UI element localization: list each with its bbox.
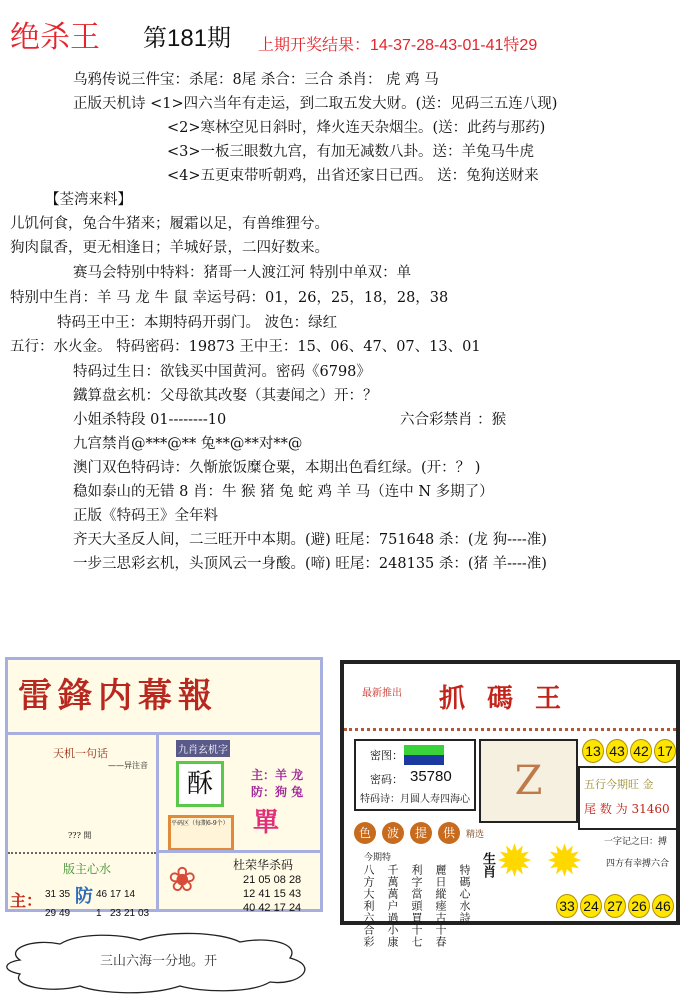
poem-footer: ??? 開 [68, 831, 92, 840]
last-result: 上期开奖结果：14-37-28-43-01-41特29 [258, 37, 538, 54]
small-box [168, 815, 234, 851]
guard-zodiac: 防：狗 兔 [251, 785, 304, 799]
zhu-nums: 31 35 29 49 [45, 889, 71, 919]
text-line: <2>寒林空见日斜时，烽火连天杂烟尘。(送：此药与那药) [167, 120, 546, 136]
star-burst-icon: ✹ [546, 836, 583, 887]
ball: 46 [652, 894, 674, 918]
ball: 42 [630, 739, 652, 763]
poem-label: 特码诗： [360, 794, 400, 805]
shengxiao-label: 生肖 [480, 852, 495, 878]
divider [156, 732, 159, 912]
text-line: 狗肉鼠香，更无相逢日；羊城好景，二四好数来。 [10, 240, 329, 256]
memo2: 四方有幸搏六合 [606, 859, 670, 869]
ball: 26 [628, 894, 650, 918]
mima-label: 密码： [370, 773, 403, 786]
poem-col: 八方大利六合彩 [362, 864, 375, 948]
poem-col: 麗日縱瘗古十春 [434, 864, 447, 948]
ball: 24 [580, 894, 602, 918]
text-line: 六合彩禁肖 ：猴 [400, 412, 507, 428]
wuxing-text: 五行今期旺 金 [584, 778, 654, 791]
kill-title: 杜荣华杀码 [233, 858, 294, 872]
bird-image-icon: Z [479, 739, 578, 823]
ball: 27 [604, 894, 626, 918]
text-line: 儿饥何食，兔合牛猪来；履霜以足，有兽维狸兮。 [10, 216, 329, 232]
small-box-title: 平码区（每期6-9个） [171, 820, 229, 827]
poem-col: 特碼心水詩 [458, 864, 471, 924]
ball: 13 [582, 739, 604, 763]
text-line: 九宫禁肖@***@** 兔**@**对**@ [73, 436, 303, 452]
star-burst-icon: ✹ [496, 836, 533, 887]
text-line: <3>一板三眼数九宫，有加无减数八卦。送：羊兔马牛虎 [167, 144, 535, 160]
poem-col: 利字當頭買十七 [410, 864, 423, 948]
divider [344, 728, 676, 731]
poem-col: 千萬萬户過小康 [386, 864, 399, 948]
zhuamawang-panel [340, 660, 680, 948]
issue-number: 第181期 [143, 25, 232, 52]
poem-title: 天机一句话 [53, 747, 108, 760]
banner-char: 提 [410, 822, 432, 844]
zhuamawang-title: 抓碼王 [439, 684, 584, 714]
zhu-label: 主： [10, 891, 43, 910]
main-zodiac: 主：羊 龙 [251, 768, 304, 782]
memo: 一字记之曰：搏 [604, 837, 668, 847]
banner-char: 供 [438, 822, 460, 844]
this-issue: 今期特 [364, 853, 392, 863]
wuxing-box [578, 766, 678, 830]
poem [360, 790, 470, 805]
mitu-label: 密图： [370, 749, 403, 762]
single-char: 單 [253, 808, 280, 838]
text-line: 特码过生日：欲钱买中国黄河。密码《6798》 [73, 364, 371, 380]
code-box [354, 739, 476, 811]
flower-decor-icon: ❀ [168, 860, 197, 900]
text-line: 特码王中王：本期特码开弱门。 波色：绿红 [57, 315, 338, 331]
text-line: <4>五更束带听朝鸡，出省还家日已西。 送：兔狗送财来 [167, 168, 539, 184]
text-line: 特别中生肖：羊 马 龙 牛 鼠 幸运号码：01，26，25，18，28，38 [10, 290, 449, 306]
page-title: 绝杀王 [10, 20, 100, 55]
divider [8, 852, 156, 854]
banner-char: 色 [354, 822, 376, 844]
leifeng-panel [5, 657, 323, 919]
poem-text: 月圆人寿四海心 [400, 794, 470, 805]
kill-nums: 21 05 08 28 12 41 15 43 40 42 17 24 [243, 874, 302, 914]
ball: 33 [556, 894, 578, 918]
fang-label: 防 [75, 886, 93, 907]
mitu-image [404, 745, 444, 765]
poem-author: ——异注音 [108, 761, 148, 770]
tail-text: 尾 数 为 31460 [584, 802, 670, 816]
balls-top [582, 739, 678, 763]
text-line: 澳门双色特码诗：久惭旅饭糜仓粟，本期出色看红绿。(开：？ ) [73, 460, 481, 476]
text-line: 小姐杀特段 01--------10 [73, 412, 227, 428]
text-line: 鐵算盘玄机：父母欲其改娶（其妻闻之）开：？ [73, 388, 378, 404]
cloud-text: 三山六海一分地。开 [100, 954, 218, 969]
text-line: 正版《特码王》全年料 [73, 508, 218, 524]
text-line: 齐天大圣反人间，二三旺开中本期。(避) 旺尾：751648 杀：(龙 狗----准) [73, 532, 547, 548]
text-line: 乌鸦传说三件宝：杀尾：8尾 杀合：三合 杀肖： 虎 鸡 马 [73, 72, 439, 88]
section-heading: 【荃湾来料】 [45, 192, 132, 208]
text-line: 一步三思彩玄机，头顶风云一身酸。(啼) 旺尾：248135 杀：(猪 羊----准) [73, 556, 547, 572]
text-line: 稳如泰山的无错 8 肖：牛 猴 猪 兔 蛇 鸡 羊 马（连中 N 多期了） [73, 484, 494, 500]
zodiac-box-title: 九肖玄机字 [176, 740, 230, 757]
mima-value: 35780 [410, 768, 452, 785]
divider [8, 732, 320, 735]
section2-title: 版主心水 [63, 862, 112, 876]
ball: 43 [606, 739, 628, 763]
text-line: 五行：水火金。 特码密码：19873 王中王：15、06、47、07、13、01 [10, 339, 481, 355]
divider [156, 850, 320, 853]
text-line: 赛马会特别中特料：猪哥一人渡江河 特别中单双：单 [73, 265, 412, 281]
color-banner [354, 822, 484, 844]
fang-nums: 46 17 14 1 23 21 03 [96, 889, 150, 919]
balls-bottom [556, 894, 676, 918]
text-line: 正版天机诗 <1>四六当年有走运，到二取五发大财。(送：见码三五连八现) [73, 96, 558, 112]
ball: 17 [654, 739, 676, 763]
leifeng-title: 雷鋒内幕報 [18, 676, 218, 716]
tag: 最新推出 [362, 688, 402, 699]
big-char: 酥 [176, 761, 224, 807]
banner-char: 波 [382, 822, 404, 844]
banner-tail: 精选 [466, 830, 485, 840]
